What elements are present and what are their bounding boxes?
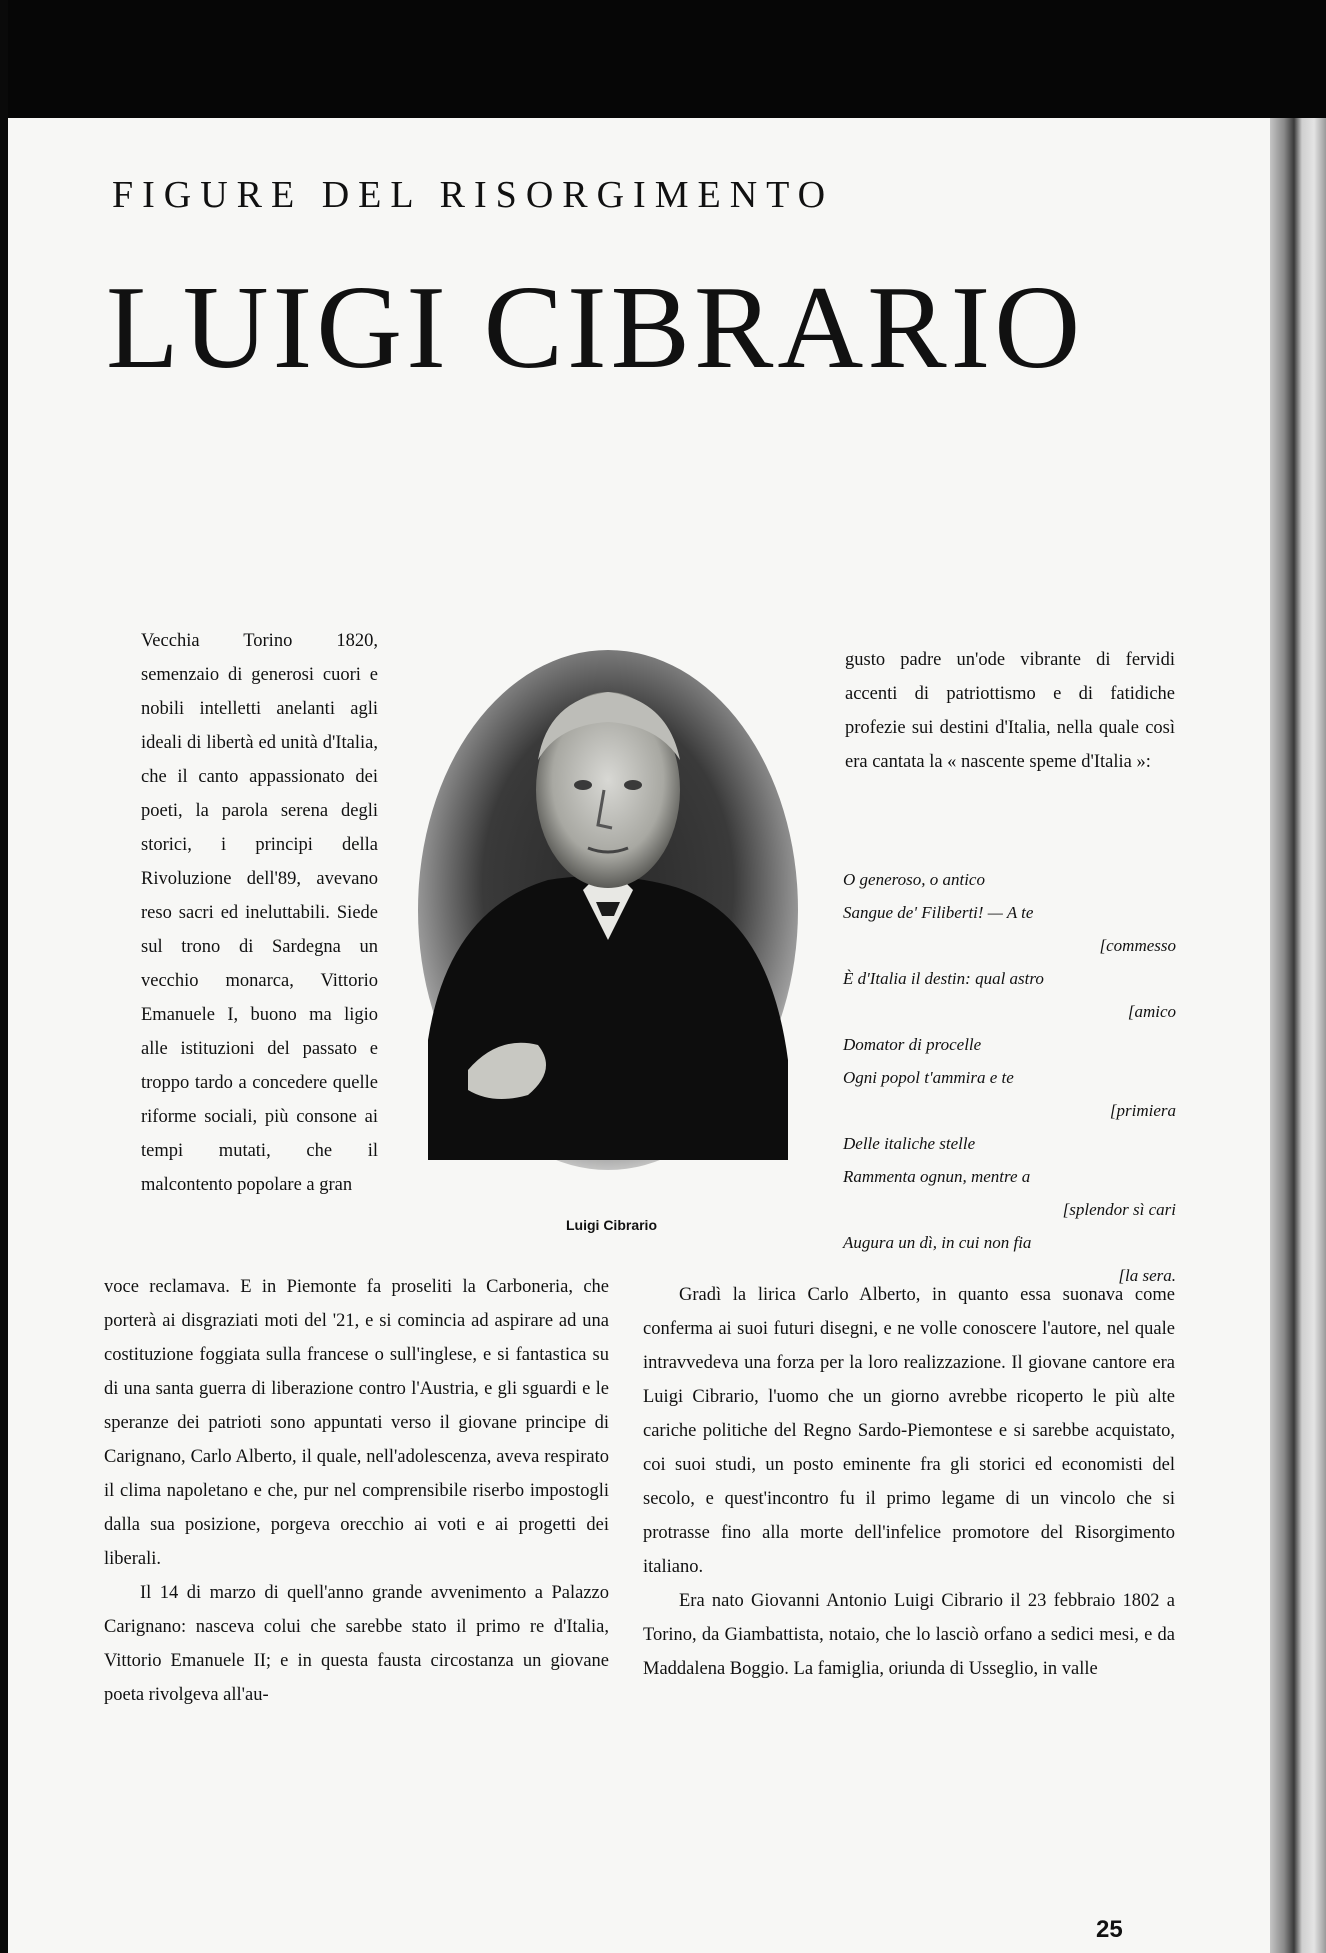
right-intro-paragraph: gusto padre un'ode vibrante di fervidi accenti di patriottismo e di fatidiche profezie sui destini d'Italia, nella quale così era cantata la « nascente speme d'Italia »:: [845, 650, 1175, 772]
poem-line: [la sera.: [1118, 1266, 1176, 1285]
poem-line: [commesso: [1099, 936, 1176, 955]
second-paragraph: Il 14 di marzo di quell'anno grande avvenimento a Palazzo Carignano: nasceva colui che sarebbe stato il primo re d'Italia, Vittorio Emanuele II; e in questa fausta circostanza un giovane poeta rivolgeva all'au-: [104, 1583, 609, 1705]
portrait-caption: Luigi Cibrario: [566, 1217, 657, 1233]
page-number: 25: [1096, 1916, 1123, 1943]
portrait-left-eye: [574, 780, 592, 790]
article-title: LUIGI CIBRARIO: [106, 261, 1085, 393]
left-page-edge: [0, 0, 8, 1953]
right-paragraph-2: Era nato Giovanni Antonio Luigi Cibrario il 23 febbraio 1802 a Torino, da Giambattista, notaio, che lo lasciò orfano a sedici mesi, e da Maddalena Boggio. La famiglia, oriunda di Usseglio, in valle: [643, 1591, 1175, 1679]
series-heading: FIGURE DEL RISORGIMENTO: [112, 174, 835, 216]
portrait-right-eye: [624, 780, 642, 790]
poem-line: Ogni popol t'ammira e te: [843, 1068, 1014, 1087]
magazine-page: [8, 118, 1270, 1953]
poem-line: Augura un dì, in cui non fia: [843, 1233, 1032, 1252]
poem-quote: [843, 863, 1176, 1292]
poem-line: O generoso, o antico: [843, 870, 985, 889]
poem-line: Domator di procelle: [843, 1035, 982, 1054]
poem-line: È d'Italia il destin: qual astro: [843, 969, 1044, 988]
poem-line: Delle italiche stelle: [843, 1134, 976, 1153]
top-dark-band: [0, 0, 1326, 118]
poem-line: Rammenta ognun, mentre a: [843, 1167, 1031, 1186]
poem-line: [splendor sì cari: [1062, 1200, 1176, 1219]
left-column-body: [104, 1270, 609, 1712]
right-paragraph-1: Gradì la lirica Carlo Alberto, in quanto essa suonava come conferma ai suoi futuri disegni, e ne volle conoscere l'autore, nel quale intravvedeva una forza per la loro realizzazione. Il giovane cantore era Luigi Cibrario, l'uomo che un giorno avrebbe ricoperto le più alte cariche politiche del Regno Sardo-Piemontese e si sarebbe acquistato, coi suoi studi, un posto eminente fra gli storici ed economisti del secolo, e quest'incontro fu il primo legame di un vincolo che si protrasse fino alla morte dell'infelice promotore del Risorgimento italiano.: [643, 1285, 1175, 1577]
left-column-intro: [141, 624, 378, 1202]
poem-line: Sangue de' Filiberti! — A te: [843, 903, 1034, 922]
continuation-paragraph: voce reclamava. E in Piemonte fa proseliti la Carboneria, che porterà ai disgraziati moti del '21, e si comincia ad aspirare ad una costituzione foggiata sulla francese o sull'inglese, e si fantastica su di una santa guerra di liberazione contro l'Austria, e gli sguardi e le speranze dei patrioti sono appuntati verso il giovane principe di Carignano, Carlo Alberto, il quale, nell'adolescenza, aveva respirato il clima napoletano e che, pur nel comprensibile riserbo impostogli dalla sua posizione, porgeva orecchio ai voti e ai progetti dei liberali.: [104, 1277, 609, 1569]
book-spine-edge: [1262, 118, 1326, 1953]
portrait-image: [408, 640, 808, 1180]
intro-paragraph: Vecchia Torino 1820, semenzaio di generosi cuori e nobili intelletti anelanti agli ideali di libertà ed unità d'Italia, che il canto appassionato dei poeti, la parola serena degli storici, i principi della Rivoluzione dell'89, avevano reso sacri ed ineluttabili. Siede sul trono di Sardegna un vecchio monarca, Vittorio Emanuele I, buono ma ligio alle istituzioni del passato e troppo tardo a concedere quelle riforme sociali, più consone ai tempi mutati, che il malcontento popolare a gran: [141, 631, 378, 1195]
poem-line: [amico: [1127, 1002, 1176, 1021]
right-column-body: [643, 1278, 1175, 1686]
right-column-intro: [845, 643, 1175, 779]
poem-line: [primiera: [1109, 1101, 1176, 1120]
